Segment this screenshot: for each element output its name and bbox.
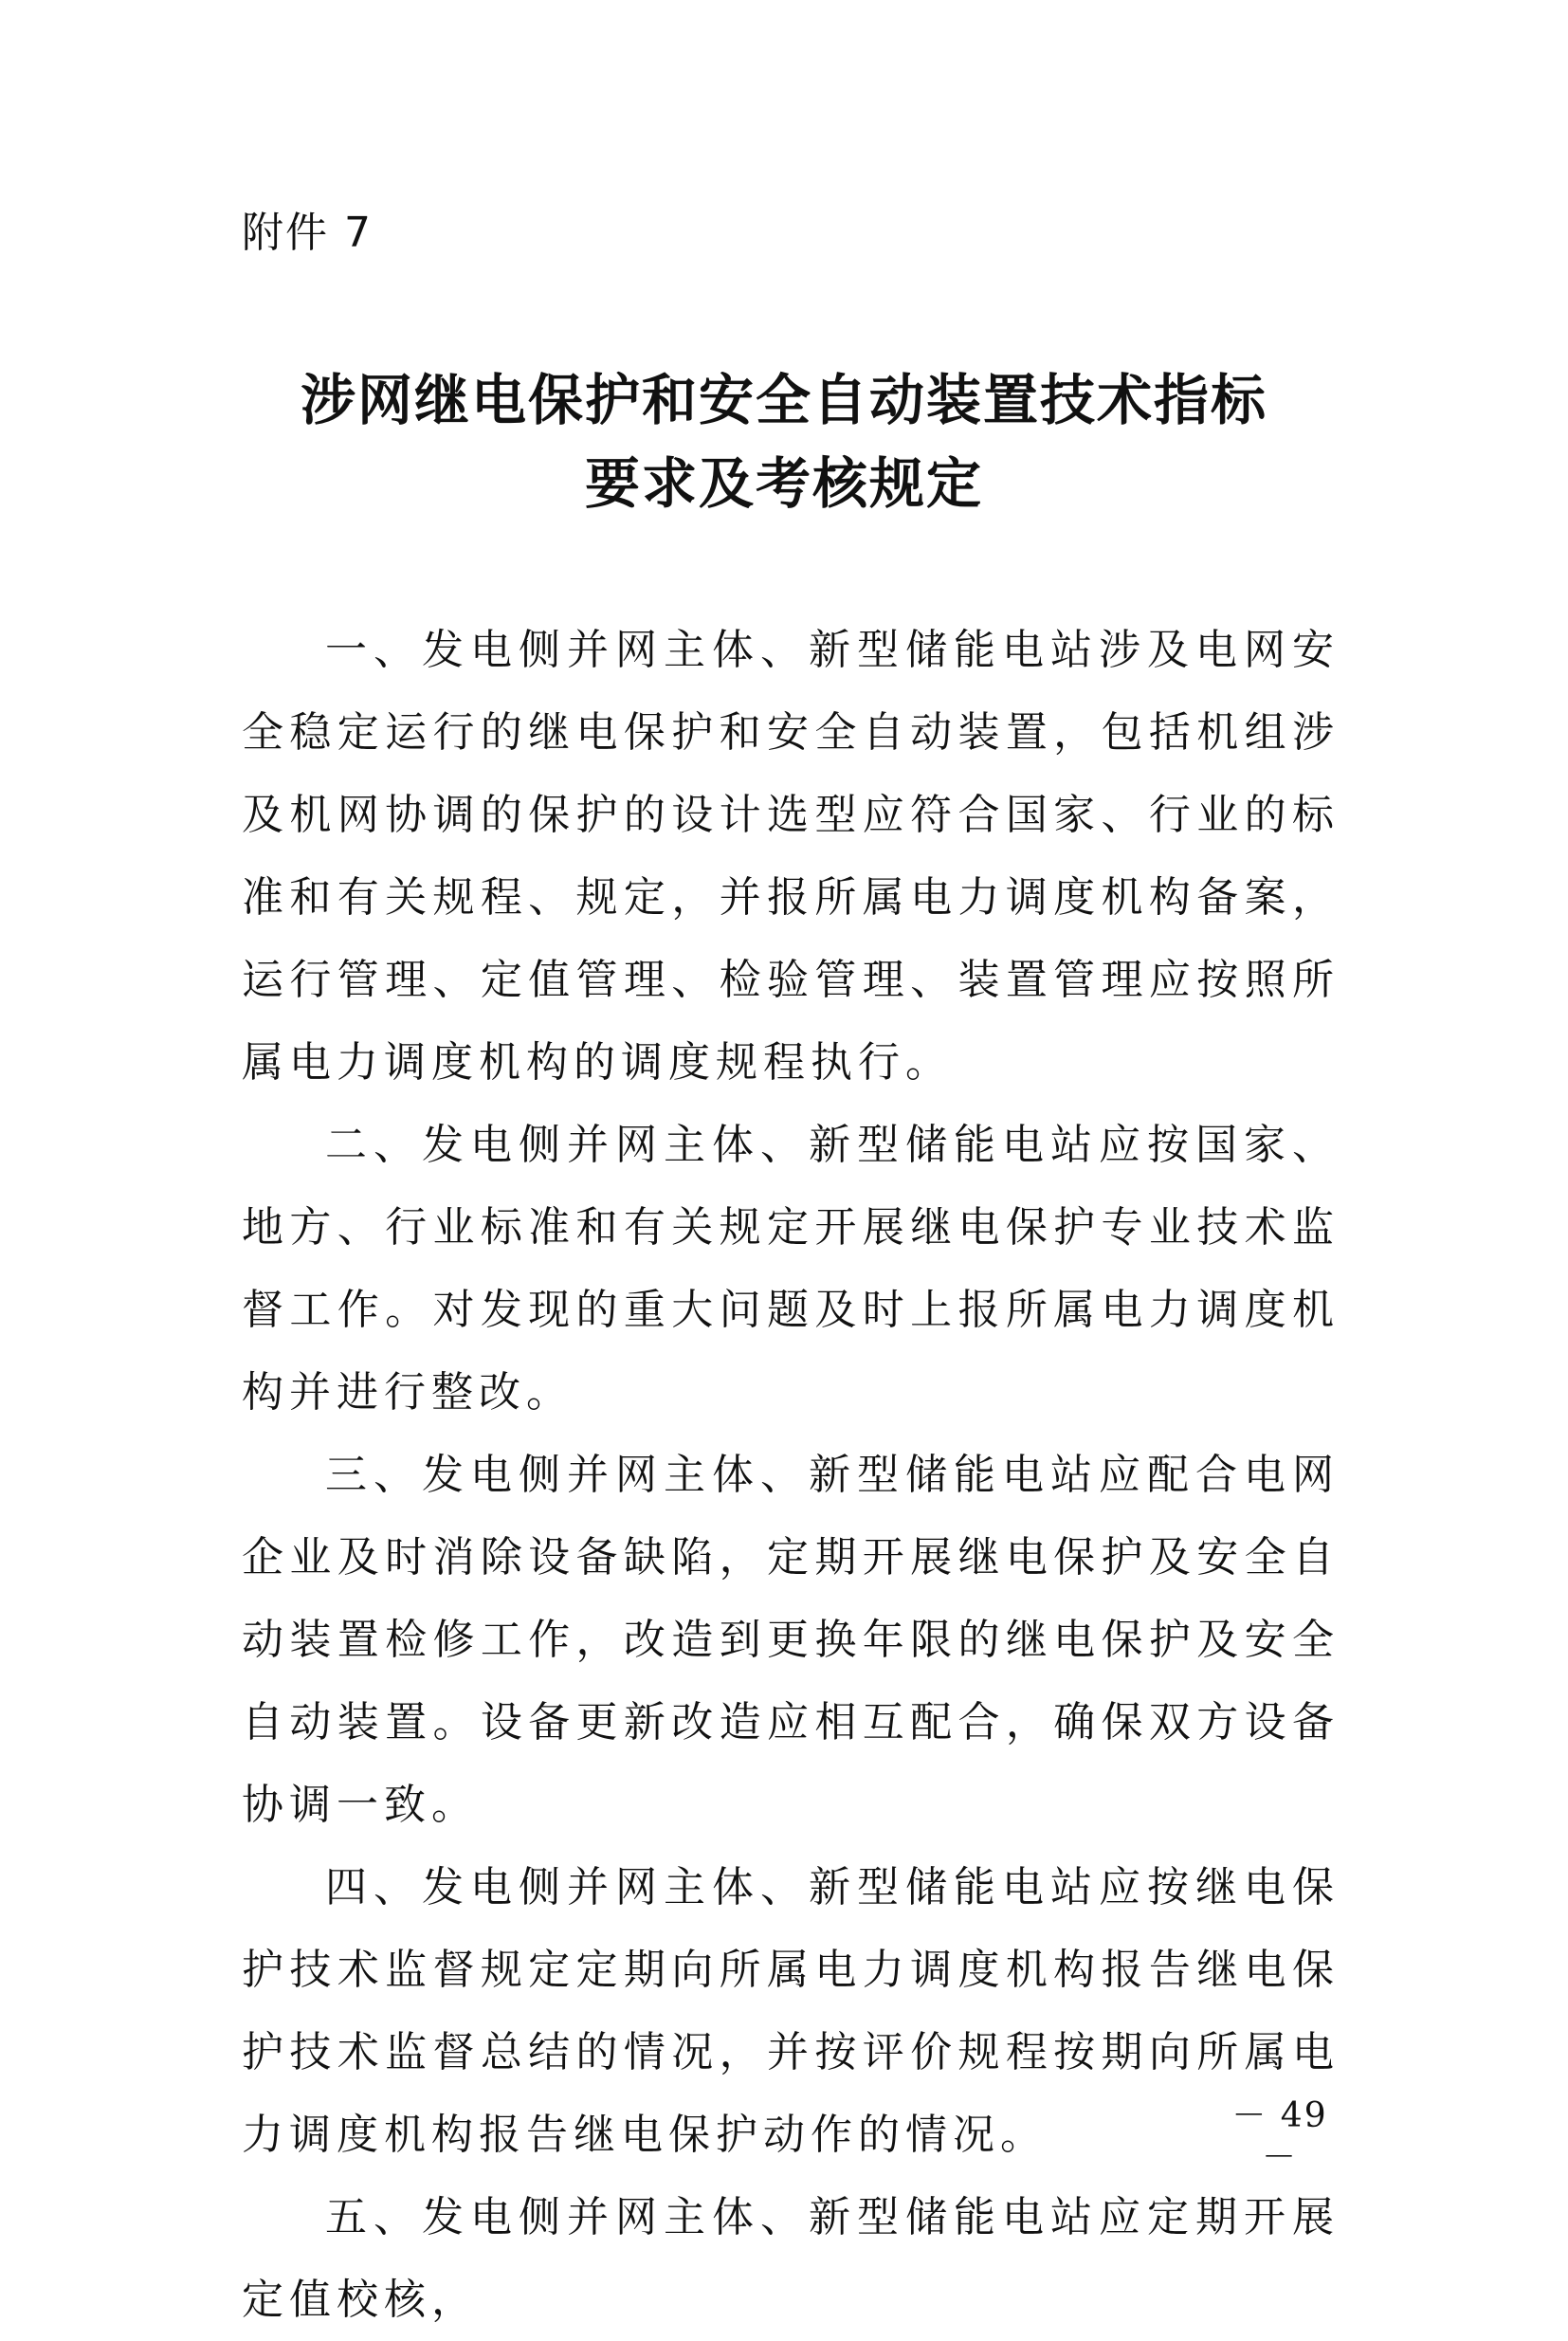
- paragraph-3: 三、发电侧并网主体、新型储能电站应配合电网企业及时消除设备缺陷，定期开展继电保护及安全自动装置检修工作，改造到更换年限的继电保护及安全自动装置。设备更新改造应相互配合，确保双方设备协调一致。: [242, 1451, 1340, 1829]
- paragraph-2: 二、发电侧并网主体、新型储能电站应按国家、地方、行业标准和有关规定开展继电保护专业技术监督工作。对发现的重大问题及时上报所属电力调度机构并进行整改。: [242, 1121, 1340, 1417]
- page-number: － 49 －: [1231, 2096, 1328, 2177]
- paragraph-4: 四、发电侧并网主体、新型储能电站应按继电保护技术监督规定定期向所属电力调度机构报告继电保护技术监督总结的情况，并按评价规程按期向所属电力调度机构报告继电保护动作的情况。: [242, 1863, 1340, 2159]
- document-title-line-2: 要求及考核规定: [584, 451, 983, 516]
- paragraph-5: 五、发电侧并网主体、新型储能电站应定期开展定值校核，: [242, 2193, 1340, 2324]
- paragraph-1: 一、发电侧并网主体、新型储能电站涉及电网安全稳定运行的继电保护和安全自动装置，包括机组涉及机网协调的保护的设计选型应符合国家、行业的标准和有关规程、规定，并报所属电力调度机构备案，运行管理、定值管理、检验管理、装置管理应按照所属电力调度机构的调度规程执行。: [242, 626, 1340, 1087]
- document-body: [242, 609, 1340, 2341]
- attachment-label: 附件 7: [242, 209, 373, 257]
- document-title-line-1: 涉网继电保护和安全自动装置技术指标: [300, 368, 1267, 432]
